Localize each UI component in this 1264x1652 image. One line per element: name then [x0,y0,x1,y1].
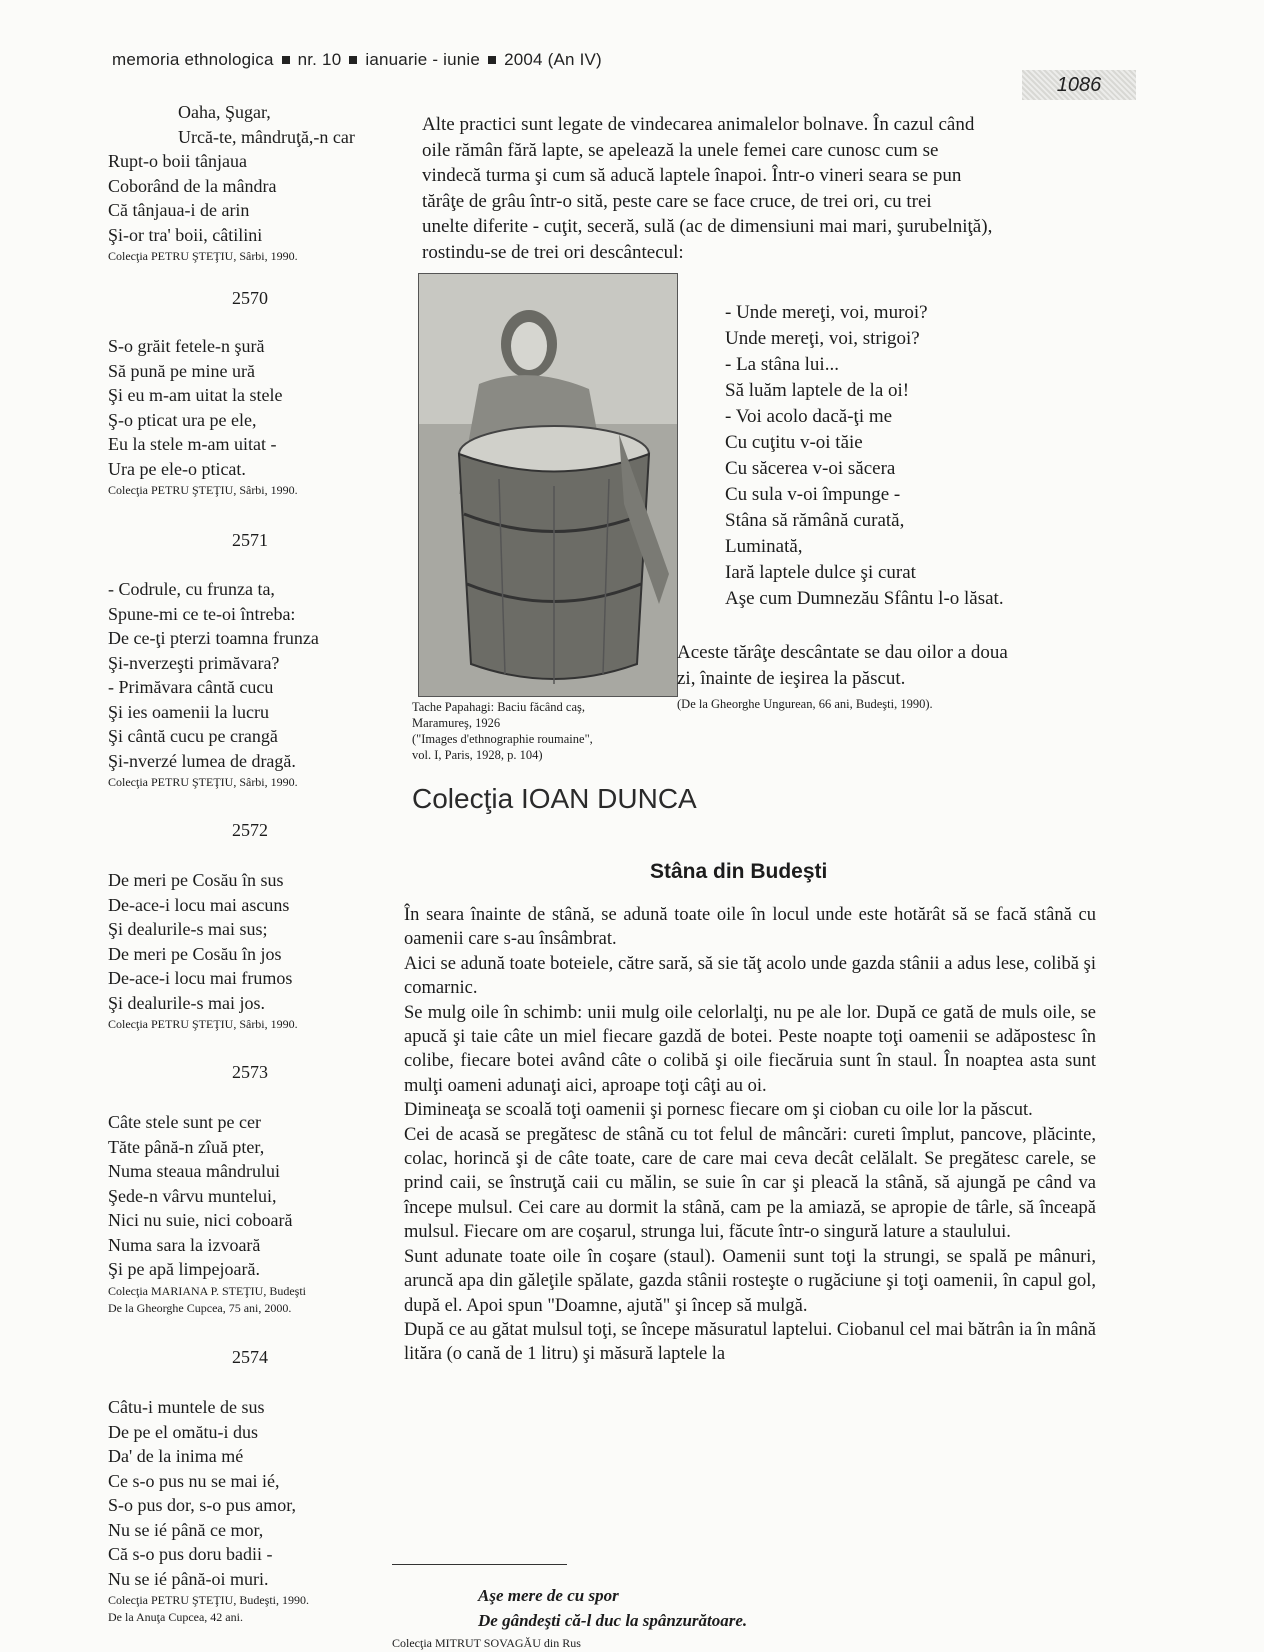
poem-source: De la Anuţa Cupcea, 42 ani. [108,1610,243,1624]
footnote-line: Aşe mere de cu spor [478,1586,619,1605]
journal-header [112,50,602,70]
chant-note [677,640,1107,692]
article-title: Stâna din Budeşti [650,860,828,883]
caption-line: Maramureş, 1926 [412,716,501,730]
poem-line: Numa steaua mândrului [108,1161,280,1181]
poem-line: S-o grăit fetele-n şură [108,336,265,356]
poem-2571 [108,577,398,790]
issue-year: 2004 (An IV) [504,50,602,69]
poem-number: 2570 [232,288,268,308]
article-paragraph: Sunt adunate toate oile în coşare (staul). Oamenii sunt toţi la strungi, se spală pe mânuri, aruncă apa din găleţile spălate, gazda stânii rosteşte o rugăciune şi toţi oamenii, în capul gol, după el. Apoi spun "Doamne, ajută" şi încep să mulgă. [404,1246,1096,1316]
poem-line: De meri pe Cosău în jos [108,943,282,964]
caption-line: vol. I, Paris, 1928, p. 104) [412,748,543,762]
poem-line: Nu se ié până ce mor, [108,1519,264,1540]
poem-line: Ura pe ele-o pticat. [108,458,246,479]
poem-line: Da' de la inima mé [108,1446,244,1466]
poem-line: Şi eu m-am uitat la stele [108,385,283,405]
poem-line: S-o pus dor, s-o pus amor, [108,1495,297,1515]
poem-line: De pe el omătu-i dus [108,1421,258,1442]
square-bullet-icon [349,56,357,64]
poem-line: Şi cântă cucu pe crangă [108,726,278,746]
poem-source: Colecţia PETRU ŞTEŢIU, Budeşti, 1990. [108,1593,309,1607]
article-body [404,903,1096,1367]
poem-number: 2574 [232,1347,268,1367]
caption-line: ("Images d'ethnographie roumaine", [412,732,593,746]
poem-line: - Primăvara cântă cucu [108,677,274,697]
poem-number: 2573 [232,1062,268,1082]
article-paragraph: Dimineaţa se scoală toţi oamenii şi pornesc fiecare om şi cioban cu oile lor la păscut. [404,1100,1033,1121]
intro-paragraph [422,112,1122,265]
article-paragraph: Se mulg oile în schimb: unii mulg oile celorlalţi, nu pe ale lor. După ce gată de muls oile, se apucă şi taie câte un miel fiecare gazdă de botei. Peste noapte toţi oamenii se adăpostesc în colibe, fiecare botei având câte o colibă şi oile fiecăruia sunt în staul. În noaptea asta sunt mulţi oameni adunaţi aici, aproape toţi câţi au oi. [404,1002,1096,1096]
poem-line: Şi-or tra' boii, câtilini [108,224,263,245]
poem-line: Câte stele sunt pe cer [108,1112,261,1132]
poem-line: Să pună pe mine ură [108,360,255,381]
poem-source: Colecţia MARIANA P. STEŢIU, Budeşti [108,1283,306,1298]
footnote-verse [478,1583,747,1633]
chant-line: Stâna să rămână curată, [725,510,905,531]
poem-line: Ce s-o pus nu se mai ié, [108,1470,280,1491]
chant-line: - Unde mereţi, voi, muroi? [725,302,928,323]
poem-line: De-ace-i locu mai ascuns [108,894,290,915]
intro-line: unelte diferite - cuţit, seceră, sulă (ac de dimensiuni mai mari, şurubelniţă), [422,216,993,237]
poem-line: Şi dealurile-s mai sus; [108,919,268,939]
intro-line: tărâţe de grâu într-o sită, peste care se face cruce, de trei ori, cu trei [422,190,932,212]
article-paragraph: După ce au gătat mulsul toţi, se începe măsuratul laptelui. Ciobanul cel mai bătrân ia în mână lităra (o cană de 1 litru) şi măsură laptele la [404,1319,1096,1365]
chant-line: Iară laptele dulce şi curat [725,562,916,583]
poem-line: Nici nu suie, nici coboară [108,1210,293,1230]
poem-2572 [108,868,398,1032]
intro-line: Alte practici sunt legate de vindecarea animalelor bolnave. În cazul când [422,114,975,135]
poem-line: Şi-nverzé lumea de dragă. [108,750,296,771]
intro-line: vindecă turma şi cum să aducă laptele înapoi. Într-o vineri seara se pun [422,165,962,186]
poem-line: Şi dealurile-s mai jos. [108,992,265,1013]
chant-note-line: Aceste tărâţe descântate se dau oilor a doua [677,642,1008,663]
poem-line: Urcă-te, mândruţă,-n car [178,126,355,147]
poem-line: Numa sara la izvoară [108,1234,261,1255]
poem-line: Şi pe apă limpejoară. [108,1259,260,1279]
poem-line: Şede-n vârvu muntelui, [108,1185,277,1206]
shepherd-photo-illustration [419,274,677,696]
chant-line: Cu sula v-oi împunge - [725,484,901,505]
poem-line: Rupt-o boii tânjaua [108,151,247,171]
issue-period: ianuarie - iunie [365,50,481,69]
chant-line: - Voi acolo dacă-ţi me [725,406,893,427]
poem-line: Eu la stele m-am uitat - [108,434,277,454]
intro-line: rostindu-se de trei ori descântecul: [422,241,684,263]
chant-source: (De la Gheorghe Ungurean, 66 ani, Budeşti, 1990). [677,697,933,711]
chant-line: Luminată, [725,536,803,557]
chant-line: Cu cuţitu v-oi tăie [725,432,863,453]
poem-line: De ce-ţi pterzi toamna frunza [108,628,319,648]
journal-title: memoria ethnologica [112,50,274,69]
poem-number: 2572 [232,820,268,840]
chant-line: Să luăm laptele de la oi! [725,380,910,401]
poem-line: Că s-o pus doru badii - [108,1544,273,1564]
footnote-source: Colecţia MITRUT SOVAGĂU din Rus [392,1636,581,1650]
poem-line: Şi ies oamenii la lucru [108,701,269,722]
poem-2573 [108,1110,398,1316]
chant-note-line: zi, înainte de ieşirea la păscut. [677,668,906,689]
chant-line: Unde mereţi, voi, strigoi? [725,328,920,349]
chant-line: - La stâna lui... [725,354,839,375]
poem-line: - Codrule, cu frunza ta, [108,579,275,599]
poem-line: De meri pe Cosău în sus [108,870,284,890]
poem-source: Colecţia PETRU ŞTEŢIU, Sârbi, 1990. [108,775,298,789]
caption-line: Tache Papahagi: Baciu făcând caş, [412,700,585,714]
incantation-poem [725,300,1004,612]
poem-line: Coborând de la mândra [108,175,277,196]
poem-line: Oaha, Şugar, [178,102,271,122]
poem-line: Câtu-i muntele de sus [108,1397,265,1417]
poem-line: Că tânjaua-i de arin [108,200,250,220]
square-bullet-icon [488,56,496,64]
poem-2574 [108,1395,398,1625]
article-paragraph: În seara înainte de stână, se adună toate oile în locul unde este hotărât să se facă stână cu oamenii care s-au însâmbrat. [404,905,1096,950]
intro-line: oile rămân fără lapte, se apelează la unele femei care cunosc cum se [422,139,939,161]
poem-source: De la Gheorghe Cupcea, 75 ani, 2000. [108,1300,292,1315]
poem-line: De-ace-i locu mai frumos [108,968,293,988]
photo-caption [412,699,652,763]
collection-heading: Colecţia IOAN DUNCA [412,783,697,814]
poem-line: Nu se ié până-oi muri. [108,1568,269,1589]
poem-source: Colecţia PETRU ŞTEŢIU, Sârbi, 1990. [108,1017,298,1031]
poem-source: Colecţia PETRU ŞTEŢIU, Sârbi, 1990. [108,483,298,497]
poem-line: Ş-o pticat ura pe ele, [108,409,257,430]
footnote-line: De gândeşti că-l duc la spânzurătoare. [478,1611,748,1630]
poem-line: Şi-nverzeşti primăvara? [108,652,280,673]
article-paragraph: Aici se adună toate boteiele, către sară, să sie tăţ acolo unde gazda stânii a adus lese, colibă şi comarnic. [404,953,1096,999]
poem-2570 [108,334,398,498]
poem-continued [108,100,398,264]
square-bullet-icon [282,56,290,64]
poem-source: Colecţia PETRU ŞTEŢIU, Sârbi, 1990. [108,249,298,263]
article-paragraph: Cei de acasă se pregătesc de stână cu tot felul de mâncări: cureti împlut, pancove, plăcinte, colac, horincă şi de câte toate, care de care mai ceva decât celălalt. Se pregătesc carele, se prind caii, se înstruţă caii cu mălin, se suie în car şi pleacă la stână, să ajungă pe când va începe mulsul. Cei care au dormit la stână, cam pe la amiază, se apropie de târle, să înceapă mulsul. Fiecare om are coşarul, strunga lui, făcute într-o singură lature a staulului. [404,1124,1096,1243]
shepherd-photo [418,273,678,697]
poem-line: Spune-mi ce te-oi întreba: [108,603,296,624]
page-number: 1086 [1022,70,1136,100]
footnote-divider [392,1564,567,1565]
poem-line: Tăte până-n zîuă pter, [108,1136,265,1157]
chant-line: Cu săcerea v-oi săcera [725,458,896,479]
issue-number: nr. 10 [297,50,342,69]
chant-line: Aşe cum Dumnezău Sfântu l-o lăsat. [725,588,1004,609]
poem-number: 2571 [232,530,268,550]
